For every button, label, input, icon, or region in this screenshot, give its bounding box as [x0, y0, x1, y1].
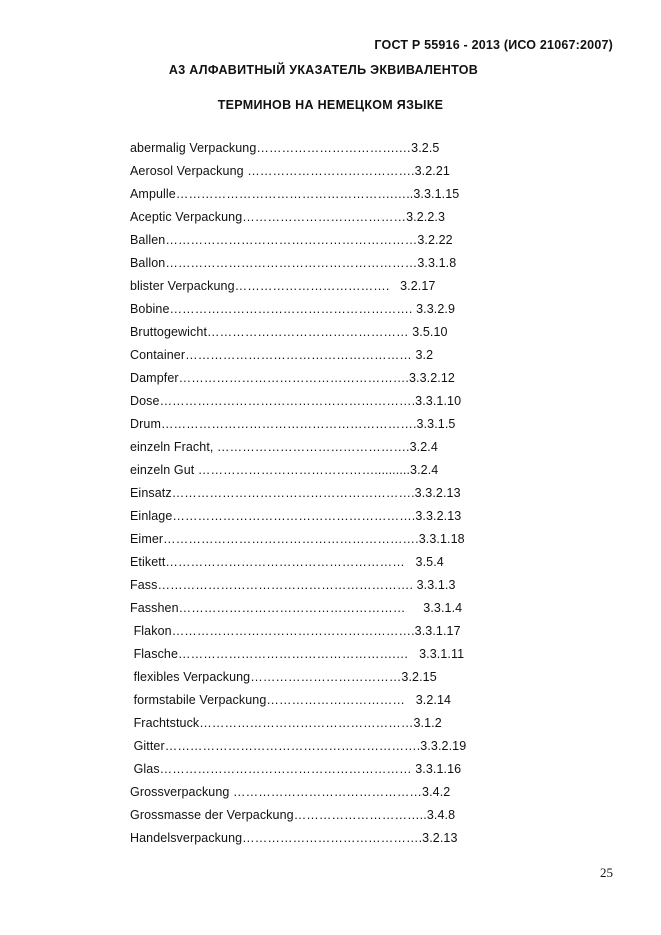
index-entry: Container……………………………………………… 3.2 [130, 348, 434, 362]
index-entry: Dampfer……………………………………………….3.3.2.12 [130, 371, 455, 385]
index-entry: Glas…………………………………………………… 3.3.1.16 [130, 762, 462, 776]
index-entry: Ballon……………………………………………………3.3.1.8 [130, 256, 457, 270]
index-entry: Einsatz………………………………………………….3.3.2.13 [130, 486, 461, 500]
index-entry: Aerosol Verpackung ………………………………….3.2.21 [130, 164, 450, 178]
section-title: А3 АЛФАВИТНЫЙ УКАЗАТЕЛЬ ЭКВИВАЛЕНТОВ [168, 63, 479, 77]
index-entry: Einlage………………………………………………….3.3.2.13 [130, 509, 462, 523]
index-entry: Eimer…………………………………………………….3.3.1.18 [130, 532, 465, 546]
index-entry: abermalig Verpackung…………………………….…3.2.5 [130, 141, 440, 155]
index-entry: Bobine…………………………………………………. 3.3.2.9 [130, 302, 455, 316]
index-entry: blister Verpackung………………………………. 3.2.17 [130, 279, 436, 293]
index-entry: Etikett………………………………………………… 3.5.4 [130, 555, 444, 569]
index-entry: einzeln Gut ……………………………………..........3.2.4 [130, 463, 439, 477]
index-entry: Flakon………………………………………………….3.3.1.17 [130, 624, 461, 638]
index-entry: Grossverpackung ………………………………………3.4.2 [130, 785, 451, 799]
index-entry: Dose…………………………………………………….3.3.1.10 [130, 394, 462, 408]
document-header: ГОСТ Р 55916 - 2013 (ИСО 21067:2007) [374, 38, 613, 52]
section-subtitle: ТЕРМИНОВ НА НЕМЕЦКОМ ЯЗЫКЕ [217, 98, 444, 112]
index-entry: Flasche…………………………………………….… 3.3.1.11 [130, 647, 465, 661]
index-entry: formstabile Verpackung…………………………… 3.2.14 [130, 693, 452, 707]
page-number: 25 [600, 865, 613, 880]
index-entry: Fass……………………………………………………. 3.3.1.3 [130, 578, 456, 592]
index-entry: Frachtstuck……………………………………………3.1.2 [130, 716, 442, 730]
term-index-list [130, 139, 466, 852]
index-entry: Gitter…………………………………………………….3.3.2.19 [130, 739, 467, 753]
index-entry: einzeln Fracht, ……………………………………….3.2.4 [130, 440, 438, 454]
index-entry: Handelsverpackung…………………………………….3.2.13 [130, 831, 458, 845]
index-entry: Ballen……………………………………………………3.2.22 [130, 233, 453, 247]
index-entry: Aceptic Verpackung…………………………………3.2.2.3 [130, 210, 446, 224]
index-entry: Ampulle…………………………………………….…..3.3.1.15 [130, 187, 460, 201]
index-entry: flexibles Verpackung………………………………3.2.15 [130, 670, 437, 684]
index-entry: Fasshen……………………………………………… 3.3.1.4 [130, 601, 463, 615]
index-entry: Drum…………………………………………………….3.3.1.5 [130, 417, 456, 431]
index-entry: Grossmasse der Verpackung…………………………..3.4.8 [130, 808, 456, 822]
index-entry: Bruttogewicht………………………………………… 3.5.10 [130, 325, 448, 339]
